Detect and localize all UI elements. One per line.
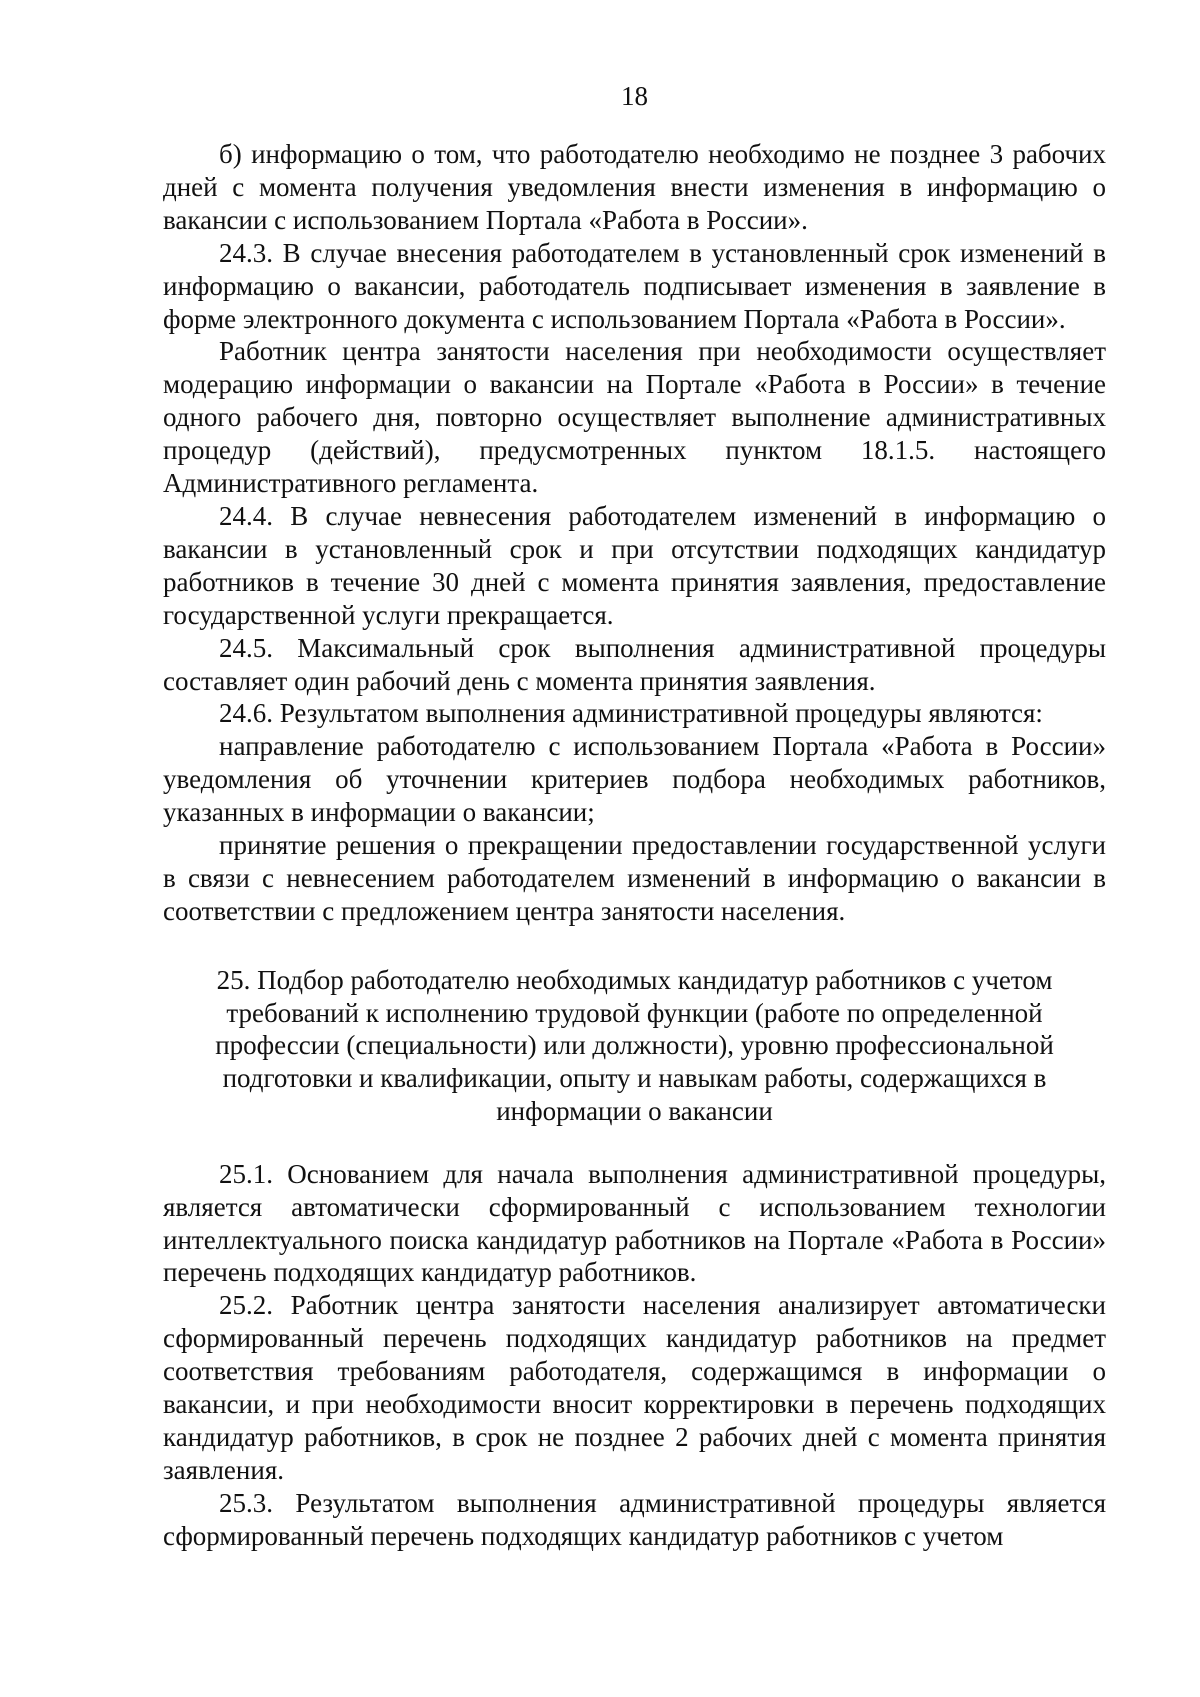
paragraph: б) информацию о том, что работодателю необходимо не позднее 3 рабочих дней с момента получения уведомления внести изменения в информацию о вакансии с использованием Портала «Работа в России». <box>163 139 1106 235</box>
paragraph: направление работодателю с использованием Портала «Работа в России» уведомления об уточнении критериев подбора необходимых работников, указанных в информации о вакансии; <box>163 731 1106 828</box>
section-25-heading <box>203 964 1066 1128</box>
paragraph: Работник центра занятости населения при необходимости осуществляет модерацию информации о вакансии на Портале «Работа в России» в течение одного рабочего дня, повторно осуществляет выполнение административных процедур (действий), предусмотренных пунктом 18.1.5. настоящего Административного регламента. <box>163 336 1106 499</box>
paragraph: 24.5. Максимальный срок выполнения административной процедуры составляет один рабочий день с момента принятия заявления. <box>163 632 1106 696</box>
heading-line: информации о вакансии <box>496 1095 773 1126</box>
heading-line: подготовки и квалификации, опыту и навыкам работы, содержащихся в <box>222 1063 1047 1094</box>
paragraph: 25.3. Результатом выполнения административной процедуры является сформированный перечень подходящих кандидатур работников с учетом <box>163 1487 1106 1551</box>
heading-line: профессии (специальности) или должности), уровню профессиональной <box>215 1030 1054 1061</box>
document-page <box>163 78 1106 1553</box>
heading-line: требований к исполнению трудовой функции (работе по определенной <box>226 997 1043 1028</box>
paragraph: 24.4. В случае невнесения работодателем изменений в информацию о вакансии в установленный срок и при отсутствии подходящих кандидатур работников в течение 30 дней с момента принятия заявления, предоставление государственной услуги прекращается. <box>163 500 1106 630</box>
section-24-continuation <box>163 138 1106 928</box>
heading-line: 25. Подбор работодателю необходимых кандидатур работников с учетом <box>216 964 1053 995</box>
section-25-body <box>163 1158 1106 1553</box>
paragraph: 25.2. Работник центра занятости населения анализирует автоматически сформированный перечень подходящих кандидатур работников на предмет соответствия требованиям работодателя, содержащимся в информации о вакансии, и при необходимости вносит корректировки в перечень подходящих кандидатур работников, в срок не позднее 2 рабочих дней с момента принятия заявления. <box>163 1290 1106 1485</box>
paragraph: принятие решения о прекращении предоставлении государственной услуги в связи с невнесением работодателем изменений в информацию о вакансии в соответствии с предложением центра занятости населения. <box>163 830 1106 926</box>
paragraph: 24.3. В случае внесения работодателем в установленный срок изменений в информацию о вакансии, работодатель подписывает изменения в заявление в форме электронного документа с использованием Портала «Работа в России». <box>163 237 1106 334</box>
paragraph: 24.6. Результатом выполнения административной процедуры являются: <box>219 698 1043 729</box>
page-number: 18 <box>621 81 648 111</box>
paragraph: 25.1. Основанием для начала выполнения административной процедуры, является автоматически сформированный с использованием технологии интеллектуального поиска кандидатур работников на Портале «Работа в России» перечень подходящих кандидатур работников. <box>163 1158 1106 1288</box>
